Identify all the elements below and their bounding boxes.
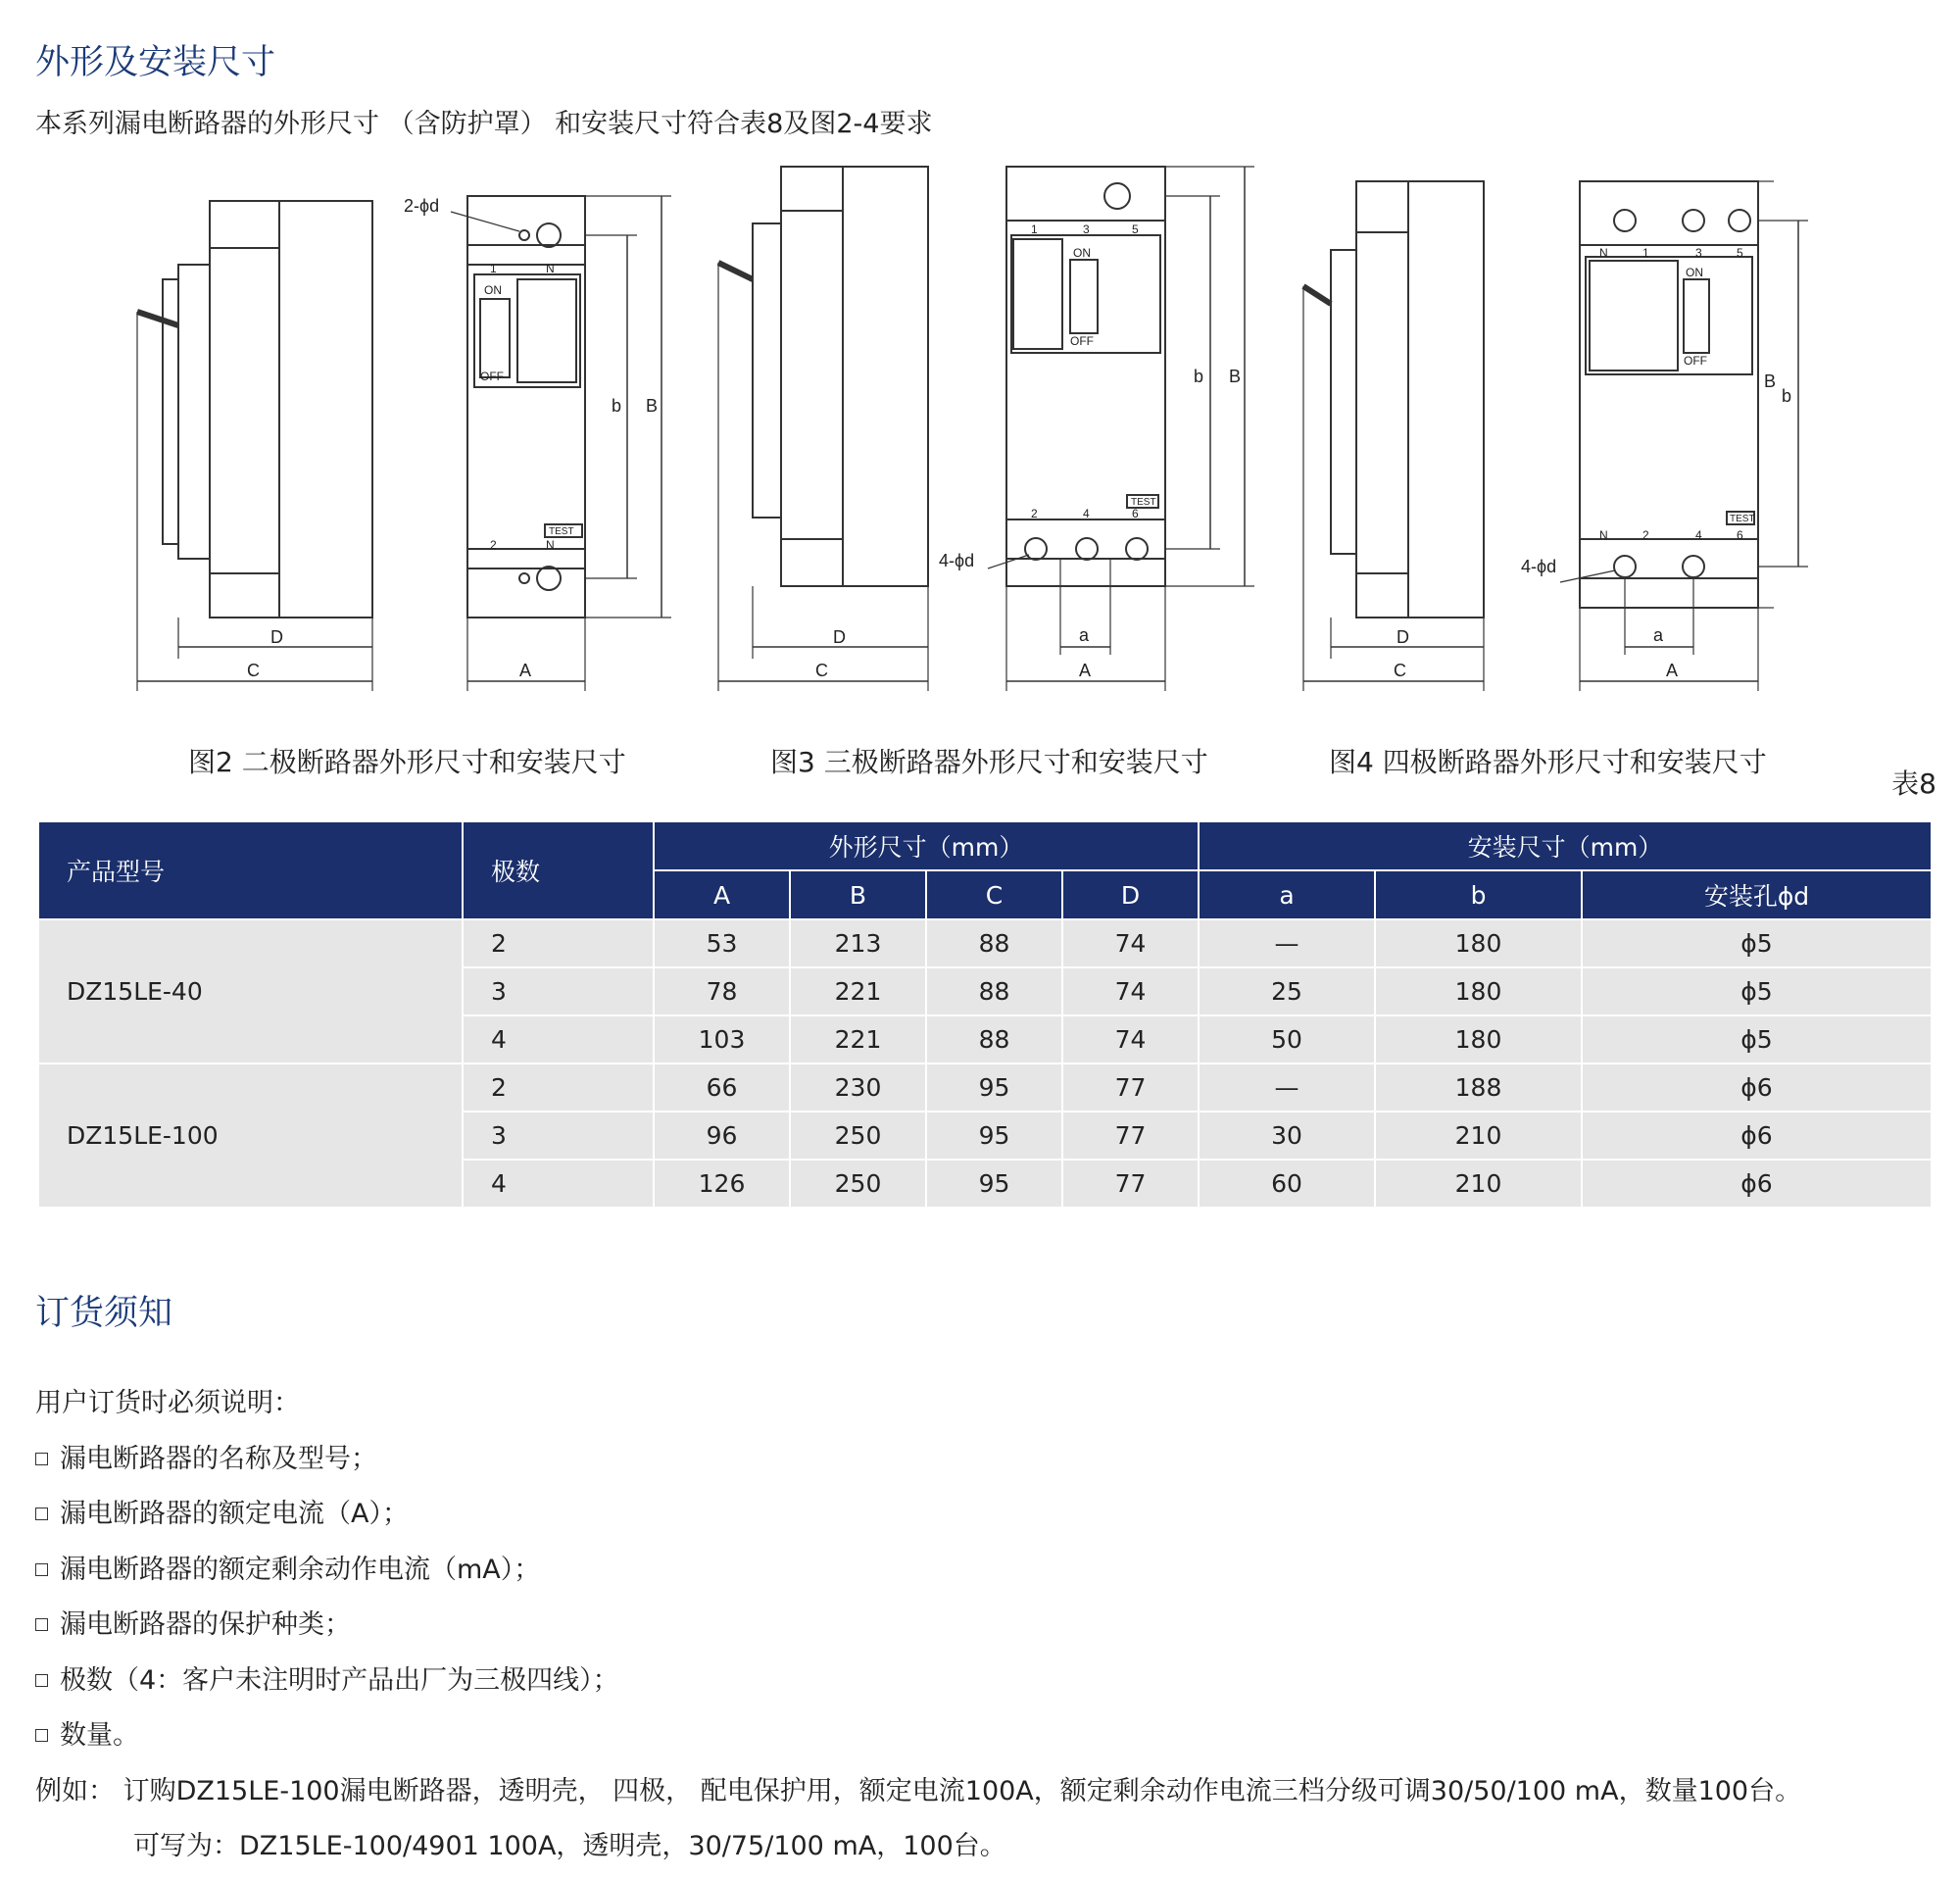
table-cell: 96 [654,1112,790,1160]
table-cell: 53 [654,919,790,967]
fig3-test-label: TEST [1131,497,1156,508]
list-item [35,1708,1801,1764]
fig3-front-view [939,167,1254,691]
checkbox-square-icon [35,1729,48,1742]
fig3-terminal-top-5: 5 [1132,223,1139,236]
fig4-terminal-top-1: 1 [1642,246,1649,260]
fig3-dim-B: B [1229,367,1242,386]
checkbox-square-icon [35,1508,48,1520]
table-cell: 74 [1062,967,1199,1015]
table-cell: 103 [654,1015,790,1063]
dimension-table [37,820,1933,1209]
table-cell: ϕ6 [1582,1063,1932,1112]
intro-text: 本系列漏电断路器的外形尺寸 （含防护罩） 和安装尺寸符合表8及图2-4要求 [35,109,933,139]
table-cell: 4 [463,1015,654,1063]
table-cell: 77 [1062,1160,1199,1208]
fig4-caption: 图4 四极断路器外形尺寸和安装尺寸 [1329,746,1767,778]
table-cell: 210 [1375,1112,1582,1160]
table-cell: 30 [1199,1112,1375,1160]
model-cell: DZ15LE-100 [38,1063,463,1208]
table-cell: 2 [463,919,654,967]
table-cell: 78 [654,967,790,1015]
table-cell: — [1199,919,1375,967]
header-b: b [1375,870,1582,919]
table-cell: — [1199,1063,1375,1112]
fig2-terminal-bottom-2: 2 [490,538,497,552]
header-A: A [654,870,790,919]
table-cell: 2 [463,1063,654,1112]
fig4-on-label: ON [1686,266,1703,279]
table-cell: 25 [1199,967,1375,1015]
fig2-dim-B: B [646,396,659,416]
table-cell: 180 [1375,1015,1582,1063]
fig4-terminal-bottom-6: 6 [1737,528,1743,542]
table-cell: 77 [1062,1112,1199,1160]
table-cell: 3 [463,1112,654,1160]
fig4-dim-a: a [1653,625,1664,645]
checkbox-square-icon [35,1674,48,1687]
order-example-format: 可写为：DZ15LE-100/4901 100A，透明壳，30/75/100 mA，100台。 [133,1831,1006,1861]
fig3-terminal-bottom-6: 6 [1132,507,1139,520]
header-hole: 安装孔ϕd [1582,870,1932,919]
table-cell: ϕ5 [1582,1015,1932,1063]
fig4-dim-B: B [1764,371,1777,391]
table-cell: 180 [1375,919,1582,967]
table-cell: 88 [926,1015,1062,1063]
table-cell: ϕ5 [1582,919,1932,967]
fig3-dim-A: A [1079,661,1092,680]
table-cell: 74 [1062,1015,1199,1063]
order-intro: 用户订货时必须说明： [35,1388,300,1418]
header-install: 安装尺寸（mm） [1199,821,1932,870]
table-cell: 50 [1199,1015,1375,1063]
fig4-hole-label: 4-ϕd [1521,557,1557,576]
header-model: 产品型号 [38,821,463,919]
fig2-front-view [404,196,671,691]
table-cell: 250 [790,1160,926,1208]
section-title: 外形及安装尺寸 [35,43,276,82]
table-cell: 77 [1062,1063,1199,1112]
table-cell: 213 [790,919,926,967]
checkbox-square-icon [35,1453,48,1465]
list-item [35,1543,1801,1599]
fig4-dim-D: D [1396,627,1409,647]
table-cell: 188 [1375,1063,1582,1112]
table-cell: 230 [790,1063,926,1112]
list-item-text: 漏电断路器的保护种类； [60,1609,351,1640]
header-poles: 极数 [463,821,654,919]
model-cell: DZ15LE-40 [38,919,463,1063]
fig3-off-label: OFF [1070,334,1094,348]
fig2-terminal-top-1: 1 [490,262,497,275]
fig3-terminal-top-3: 3 [1083,223,1090,236]
table-cell: ϕ5 [1582,967,1932,1015]
table-cell: 95 [926,1112,1062,1160]
table-cell: 126 [654,1160,790,1208]
fig2-dim-D: D [270,627,283,647]
table-cell: 88 [926,919,1062,967]
fig4-terminal-top-N: N [1599,246,1608,260]
fig3-dim-C: C [815,661,828,680]
fig4-terminal-bottom-N: N [1599,528,1608,542]
list-item [35,1487,1801,1543]
table-cell: 210 [1375,1160,1582,1208]
fig3-terminal-top-1: 1 [1031,223,1038,236]
fig2-terminal-top-N: N [546,262,555,275]
table-cell: 88 [926,967,1062,1015]
fig3-on-label: ON [1073,246,1091,260]
fig3-side-view [718,167,928,691]
table-cell: 95 [926,1063,1062,1112]
fig4-dim-A: A [1666,661,1679,680]
table-cell: 250 [790,1112,926,1160]
fig2-dim-A: A [519,661,532,680]
fig2-side-view [137,201,372,691]
header-C: C [926,870,1062,919]
fig4-test-label: TEST [1730,514,1755,524]
order-notes [35,1376,1801,1875]
fig3-caption: 图3 三极断路器外形尺寸和安装尺寸 [770,746,1208,778]
list-item-text: 极数（4：客户未注明时产品出厂为三极四线）； [60,1664,619,1696]
table-row [38,919,1932,967]
list-item [35,1654,1801,1709]
dimension-drawings [127,157,1792,706]
table-cell: 74 [1062,919,1199,967]
header-B: B [790,870,926,919]
checkbox-square-icon [35,1563,48,1576]
header-D: D [1062,870,1199,919]
list-item-text: 漏电断路器的额定电流（A）； [60,1499,409,1529]
order-example: 例如： 订购DZ15LE-100漏电断路器，透明壳， 四极， 配电保护用，额定电流100A，额定剩余动作电流三档分级可调30/50/100 mA，数量100台。 [35,1775,1802,1806]
list-item [35,1598,1801,1654]
fig2-hole-label: 2-ϕd [404,196,440,216]
table-cell: ϕ6 [1582,1112,1932,1160]
table-cell: 66 [654,1063,790,1112]
fig3-dim-b: b [1194,367,1204,386]
fig2-dim-C: C [247,661,260,680]
fig3-dim-a: a [1079,625,1090,645]
fig2-test-label: TEST [549,526,574,537]
fig4-terminal-top-3: 3 [1695,246,1702,260]
fig4-dim-C: C [1394,661,1406,680]
fig4-side-view [1303,181,1484,691]
fig4-terminal-bottom-2: 2 [1642,528,1649,542]
table-cell: 60 [1199,1160,1375,1208]
table-cell: 221 [790,967,926,1015]
fig4-front-view [1521,181,1808,691]
fig3-hole-label: 4-ϕd [939,551,975,570]
fig4-off-label: OFF [1684,354,1707,368]
order-section-title: 订货须知 [35,1294,173,1333]
table-cell: 4 [463,1160,654,1208]
table-cell: 95 [926,1160,1062,1208]
checkbox-square-icon [35,1618,48,1631]
list-item-text: 漏电断路器的额定剩余动作电流（mA）； [60,1554,541,1585]
fig2-on-label: ON [484,283,502,297]
table-cell: ϕ6 [1582,1160,1932,1208]
list-item-text: 漏电断路器的名称及型号； [60,1443,377,1474]
fig3-dim-D: D [833,627,846,647]
fig4-terminal-bottom-4: 4 [1695,528,1702,542]
table-label: 表8 [1891,767,1936,800]
fig2-off-label: OFF [480,370,504,383]
header-a: a [1199,870,1375,919]
fig4-terminal-top-5: 5 [1737,246,1743,260]
list-item [35,1432,1801,1488]
fig3-terminal-bottom-2: 2 [1031,507,1038,520]
fig2-caption: 图2 二极断路器外形尺寸和安装尺寸 [188,746,626,778]
list-item-text: 数量。 [60,1720,139,1751]
fig2-dim-b: b [612,396,622,416]
table-cell: 221 [790,1015,926,1063]
fig3-terminal-bottom-4: 4 [1083,507,1090,520]
fig2-terminal-bottom-N: N [546,538,555,552]
table-cell: 180 [1375,967,1582,1015]
table-cell: 3 [463,967,654,1015]
fig4-dim-b: b [1782,386,1792,406]
table-row [38,1063,1932,1112]
header-outline: 外形尺寸（mm） [654,821,1199,870]
